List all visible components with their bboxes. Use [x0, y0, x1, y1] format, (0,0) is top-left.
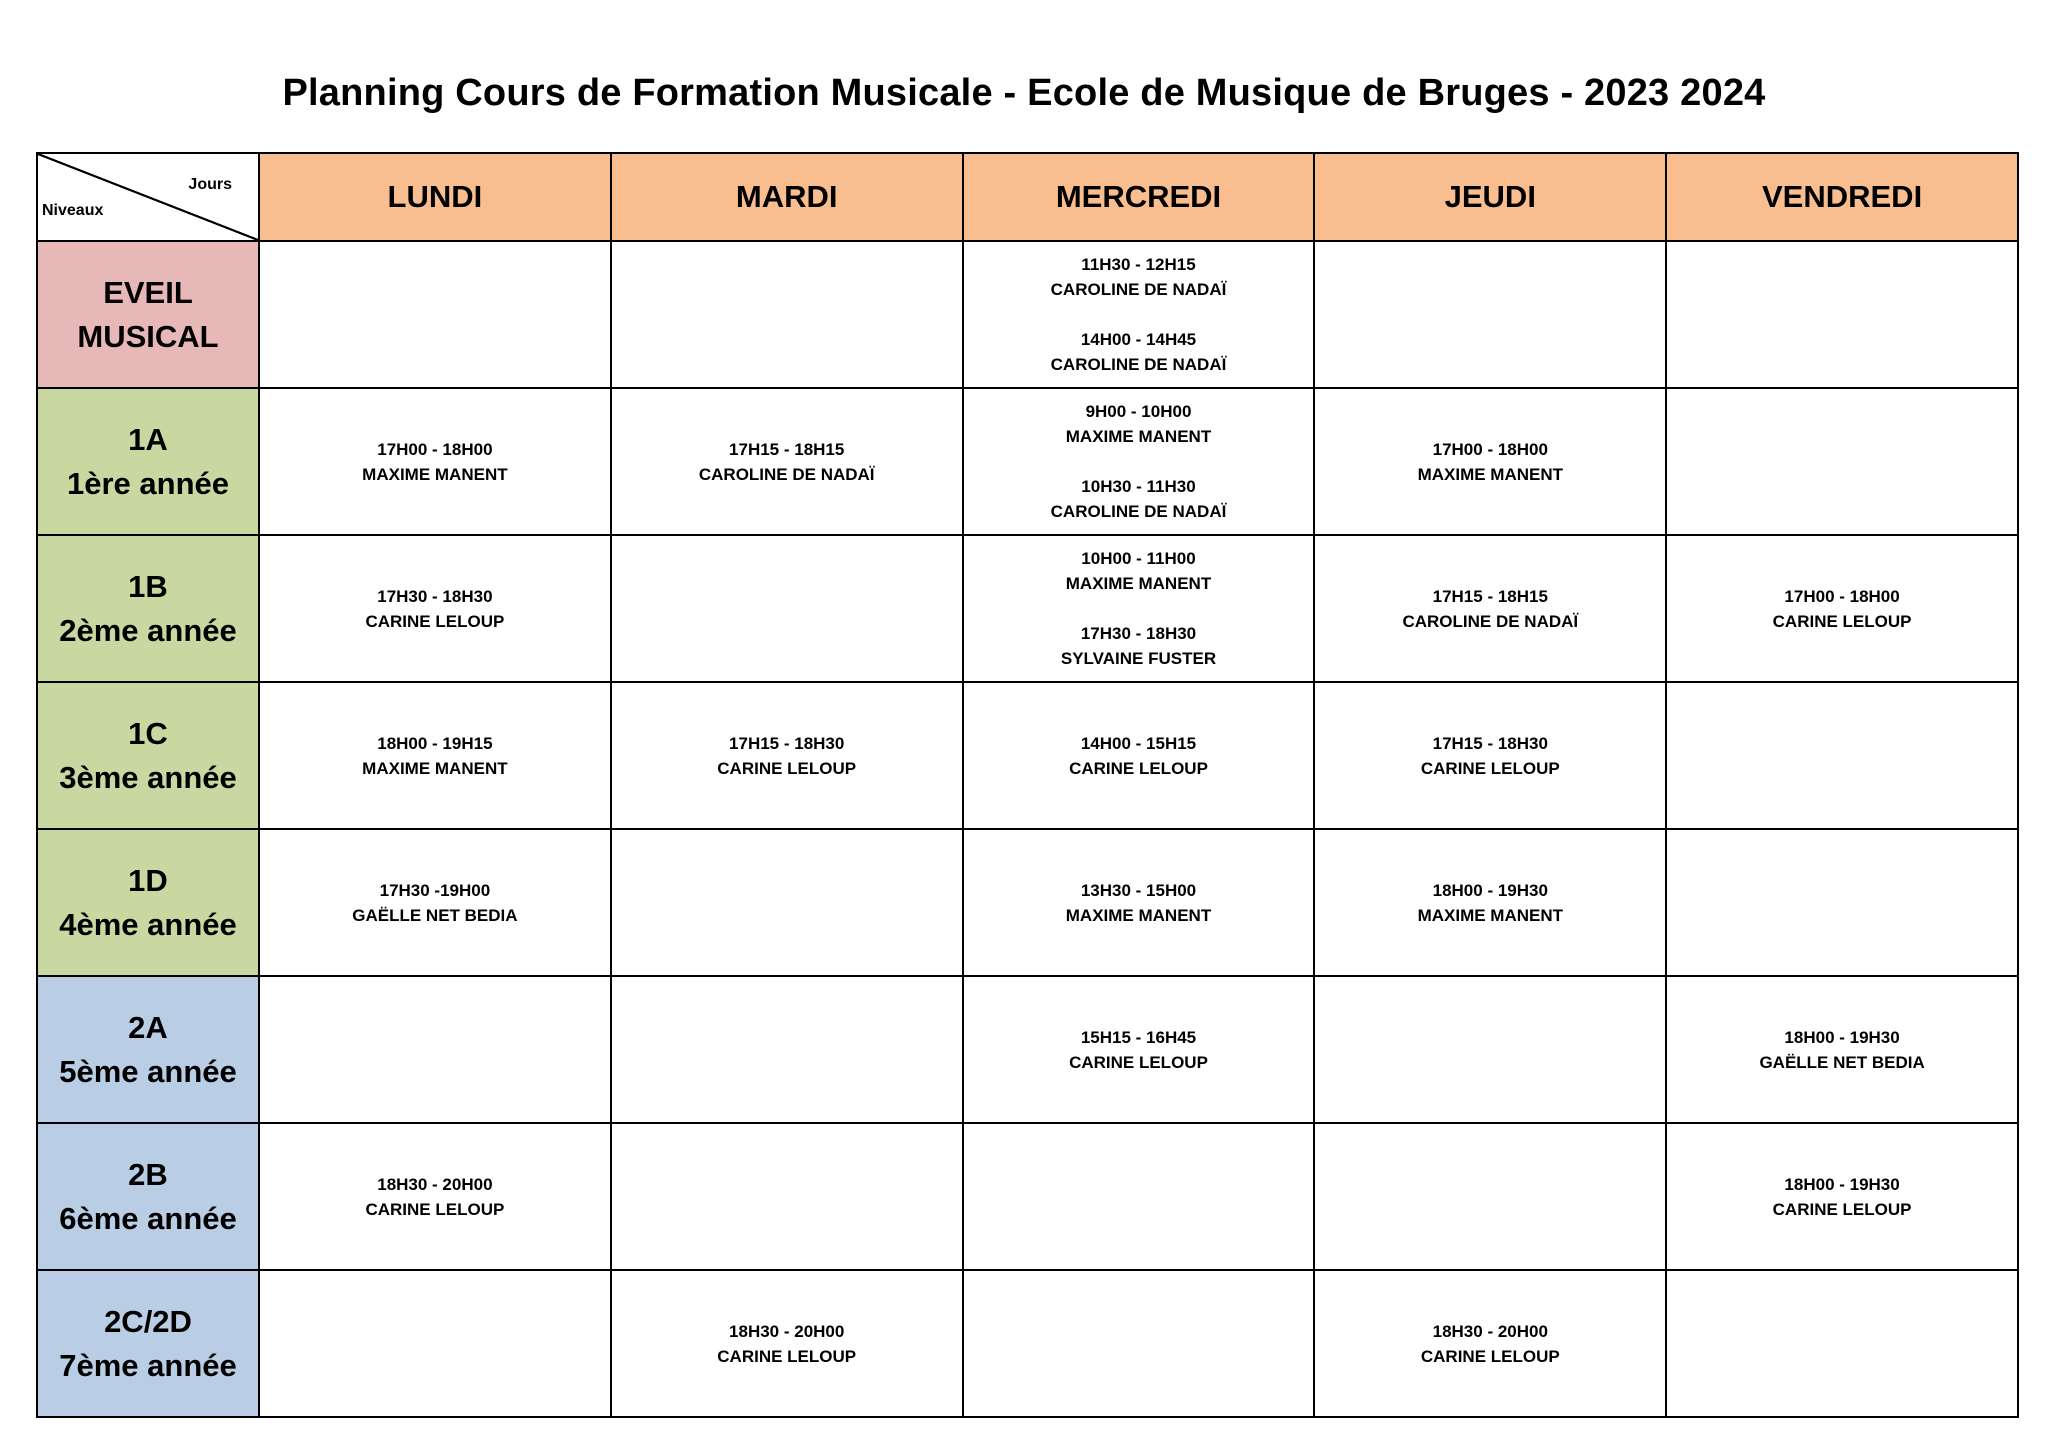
course-slot [260, 1172, 610, 1222]
table-row [37, 976, 2018, 1123]
schedule-cell [611, 1123, 963, 1270]
course-teacher: CARINE LELOUP [1420, 758, 1560, 778]
course-time: 17H00 - 18H00 [377, 439, 493, 459]
schedule-cell [611, 241, 963, 388]
course-teacher: MAXIME MANENT [362, 758, 508, 778]
table-row [37, 1270, 2018, 1417]
schedule-body [37, 241, 2018, 1417]
course-teacher: GAËLLE NET BEDIA [1759, 1052, 1925, 1072]
level-code: 1B [128, 568, 168, 604]
day-header-jeudi: JEUDI [1314, 153, 1666, 241]
course-slot [1667, 1172, 2017, 1222]
course-teacher: CARINE LELOUP [717, 758, 857, 778]
course-slot [612, 437, 962, 487]
course-slot [964, 399, 1314, 449]
schedule-cell [963, 682, 1315, 829]
course-teacher: CARINE LELOUP [1069, 1052, 1208, 1072]
course-teacher: MAXIME MANENT [1065, 427, 1212, 446]
course-teacher: CAROLINE DE NADAÏ [698, 464, 875, 484]
course-slot [1667, 1025, 2017, 1075]
course-time: 17H15 - 18H30 [729, 733, 845, 753]
day-header-mardi: MARDI [611, 153, 963, 241]
course-time: 18H30 - 20H00 [377, 1174, 493, 1194]
schedule-cell [1666, 535, 2018, 682]
schedule-cell [1666, 682, 2018, 829]
table-row [37, 241, 2018, 388]
course-teacher: CARINE LELOUP [1772, 1199, 1912, 1219]
level-code: 2C/2D [104, 1303, 192, 1339]
course-time: 14H00 - 14H45 [1080, 330, 1197, 349]
course-teacher: CARINE LELOUP [1420, 1346, 1560, 1366]
level-year: 4ème année [59, 906, 237, 942]
schedule-cell [1314, 241, 1666, 388]
schedule-cell [1314, 829, 1666, 976]
level-cell [37, 682, 259, 829]
level-cell [37, 1270, 259, 1417]
course-time: 17H00 - 18H00 [1784, 586, 1900, 606]
schedule-cell [259, 1123, 611, 1270]
course-slot [1315, 878, 1665, 928]
course-slot [964, 731, 1314, 781]
schedule-cell [259, 1270, 611, 1417]
level-cell [37, 829, 259, 976]
level-year: 2ème année [59, 612, 237, 648]
course-teacher: MAXIME MANENT [362, 464, 508, 484]
day-header-mercredi: MERCREDI [963, 153, 1315, 241]
course-teacher: CARINE LELOUP [717, 1346, 857, 1366]
course-teacher: CAROLINE DE NADAÏ [1050, 280, 1227, 299]
course-slot [1667, 584, 2017, 634]
course-slot [260, 731, 610, 781]
course-slot [1315, 437, 1665, 487]
level-cell [37, 1123, 259, 1270]
course-slot [964, 327, 1314, 377]
schedule-cell [1666, 1270, 2018, 1417]
course-time: 18H00 - 19H15 [377, 733, 493, 753]
course-slot [964, 474, 1314, 524]
course-slot [964, 252, 1314, 302]
schedule-cell [611, 829, 963, 976]
course-time: 10H30 - 11H30 [1081, 477, 1196, 496]
course-slot [964, 1025, 1314, 1075]
schedule-cell [963, 535, 1315, 682]
table-row [37, 388, 2018, 535]
course-time: 17H00 - 18H00 [1432, 439, 1548, 459]
schedule-cell [611, 388, 963, 535]
level-year: MUSICAL [77, 318, 219, 354]
table-row [37, 829, 2018, 976]
schedule-cell [259, 682, 611, 829]
course-time: 17H15 - 18H15 [1432, 586, 1548, 606]
course-teacher: CAROLINE DE NADAÏ [1402, 611, 1579, 631]
schedule-cell [611, 682, 963, 829]
course-time: 18H30 - 20H00 [729, 1321, 845, 1341]
level-cell [37, 388, 259, 535]
schedule-cell [1314, 535, 1666, 682]
schedule-cell [1314, 388, 1666, 535]
course-time: 18H00 - 19H30 [1432, 880, 1548, 900]
course-time: 17H15 - 18H15 [729, 439, 845, 459]
course-slot [260, 437, 610, 487]
level-code: EVEIL [103, 274, 193, 310]
schedule-cell [1666, 241, 2018, 388]
course-time: 18H30 - 20H00 [1432, 1321, 1548, 1341]
level-year: 5ème année [59, 1053, 237, 1089]
level-cell [37, 976, 259, 1123]
schedule-cell [1314, 976, 1666, 1123]
schedule-cell [611, 535, 963, 682]
schedule-table [36, 152, 2019, 1418]
schedule-cell [963, 388, 1315, 535]
course-slot [1315, 584, 1665, 634]
course-teacher: MAXIME MANENT [1417, 905, 1564, 925]
course-time: 10H00 - 11H00 [1081, 549, 1196, 568]
schedule-cell [259, 829, 611, 976]
schedule-cell [259, 976, 611, 1123]
course-teacher: CAROLINE DE NADAÏ [1050, 355, 1227, 374]
corner-days-label: Jours [188, 176, 232, 193]
corner-cell [37, 153, 259, 241]
level-code: 1C [128, 715, 168, 751]
course-teacher: CARINE LELOUP [365, 611, 505, 631]
course-teacher: MAXIME MANENT [1065, 905, 1212, 925]
course-time: 17H30 -19H00 [379, 880, 491, 900]
schedule-cell [259, 388, 611, 535]
course-slot [612, 1319, 962, 1369]
course-teacher: GAËLLE NET BEDIA [352, 905, 518, 925]
course-time: 17H15 - 18H30 [1432, 733, 1548, 753]
level-year: 7ème année [59, 1347, 237, 1383]
schedule-cell [1666, 1123, 2018, 1270]
schedule-cell [611, 1270, 963, 1417]
level-year: 3ème année [59, 759, 237, 795]
course-teacher: MAXIME MANENT [1065, 574, 1212, 593]
schedule-cell [1666, 829, 2018, 976]
corner-levels-label: Niveaux [42, 202, 104, 219]
header-row [37, 153, 2018, 241]
course-time: 9H00 - 10H00 [1085, 402, 1192, 421]
schedule-cell [1666, 976, 2018, 1123]
course-slot [964, 878, 1314, 928]
course-slot [260, 878, 610, 928]
table-row [37, 682, 2018, 829]
course-time: 13H30 - 15H00 [1080, 880, 1197, 900]
course-slot [612, 731, 962, 781]
level-code: 1A [128, 421, 168, 457]
course-teacher: CARINE LELOUP [1772, 611, 1912, 631]
schedule-cell [1314, 1270, 1666, 1417]
schedule-cell [1314, 1123, 1666, 1270]
table-row [37, 535, 2018, 682]
course-slot [964, 621, 1314, 671]
schedule-cell [259, 241, 611, 388]
level-year: 6ème année [59, 1200, 237, 1236]
course-teacher: CARINE LELOUP [1069, 758, 1208, 778]
schedule-cell [963, 829, 1315, 976]
course-time: 17H30 - 18H30 [377, 586, 493, 606]
course-time: 11H30 - 12H15 [1081, 255, 1196, 274]
course-teacher: CAROLINE DE NADAÏ [1050, 502, 1227, 521]
level-code: 2A [128, 1009, 168, 1045]
schedule-cell [611, 976, 963, 1123]
course-time: 18H00 - 19H30 [1784, 1174, 1900, 1194]
schedule-cell [1314, 682, 1666, 829]
level-code: 1D [128, 862, 168, 898]
schedule-cell [963, 241, 1315, 388]
course-slot [1315, 1319, 1665, 1369]
course-time: 15H15 - 16H45 [1080, 1027, 1197, 1047]
schedule-cell [1666, 388, 2018, 535]
schedule-cell [963, 1123, 1315, 1270]
course-teacher: SYLVAINE FUSTER [1060, 649, 1217, 668]
schedule-cell [963, 1270, 1315, 1417]
schedule-cell [963, 976, 1315, 1123]
day-header-lundi: LUNDI [259, 153, 611, 241]
course-slot [260, 584, 610, 634]
level-year: 1ère année [67, 465, 229, 501]
page-title: Planning Cours de Formation Musicale - Ecole de Musique de Bruges - 2023 2024 [282, 72, 1766, 114]
table-row [37, 1123, 2018, 1270]
course-time: 18H00 - 19H30 [1784, 1027, 1900, 1047]
day-header-vendredi: VENDREDI [1666, 153, 2018, 241]
course-teacher: MAXIME MANENT [1417, 464, 1564, 484]
course-time: 14H00 - 15H15 [1080, 733, 1197, 753]
course-teacher: CARINE LELOUP [365, 1199, 505, 1219]
course-time: 17H30 - 18H30 [1080, 624, 1197, 643]
course-slot [964, 546, 1314, 596]
level-cell [37, 535, 259, 682]
schedule-cell [259, 535, 611, 682]
level-cell [37, 241, 259, 388]
level-code: 2B [128, 1156, 168, 1192]
course-slot [1315, 731, 1665, 781]
